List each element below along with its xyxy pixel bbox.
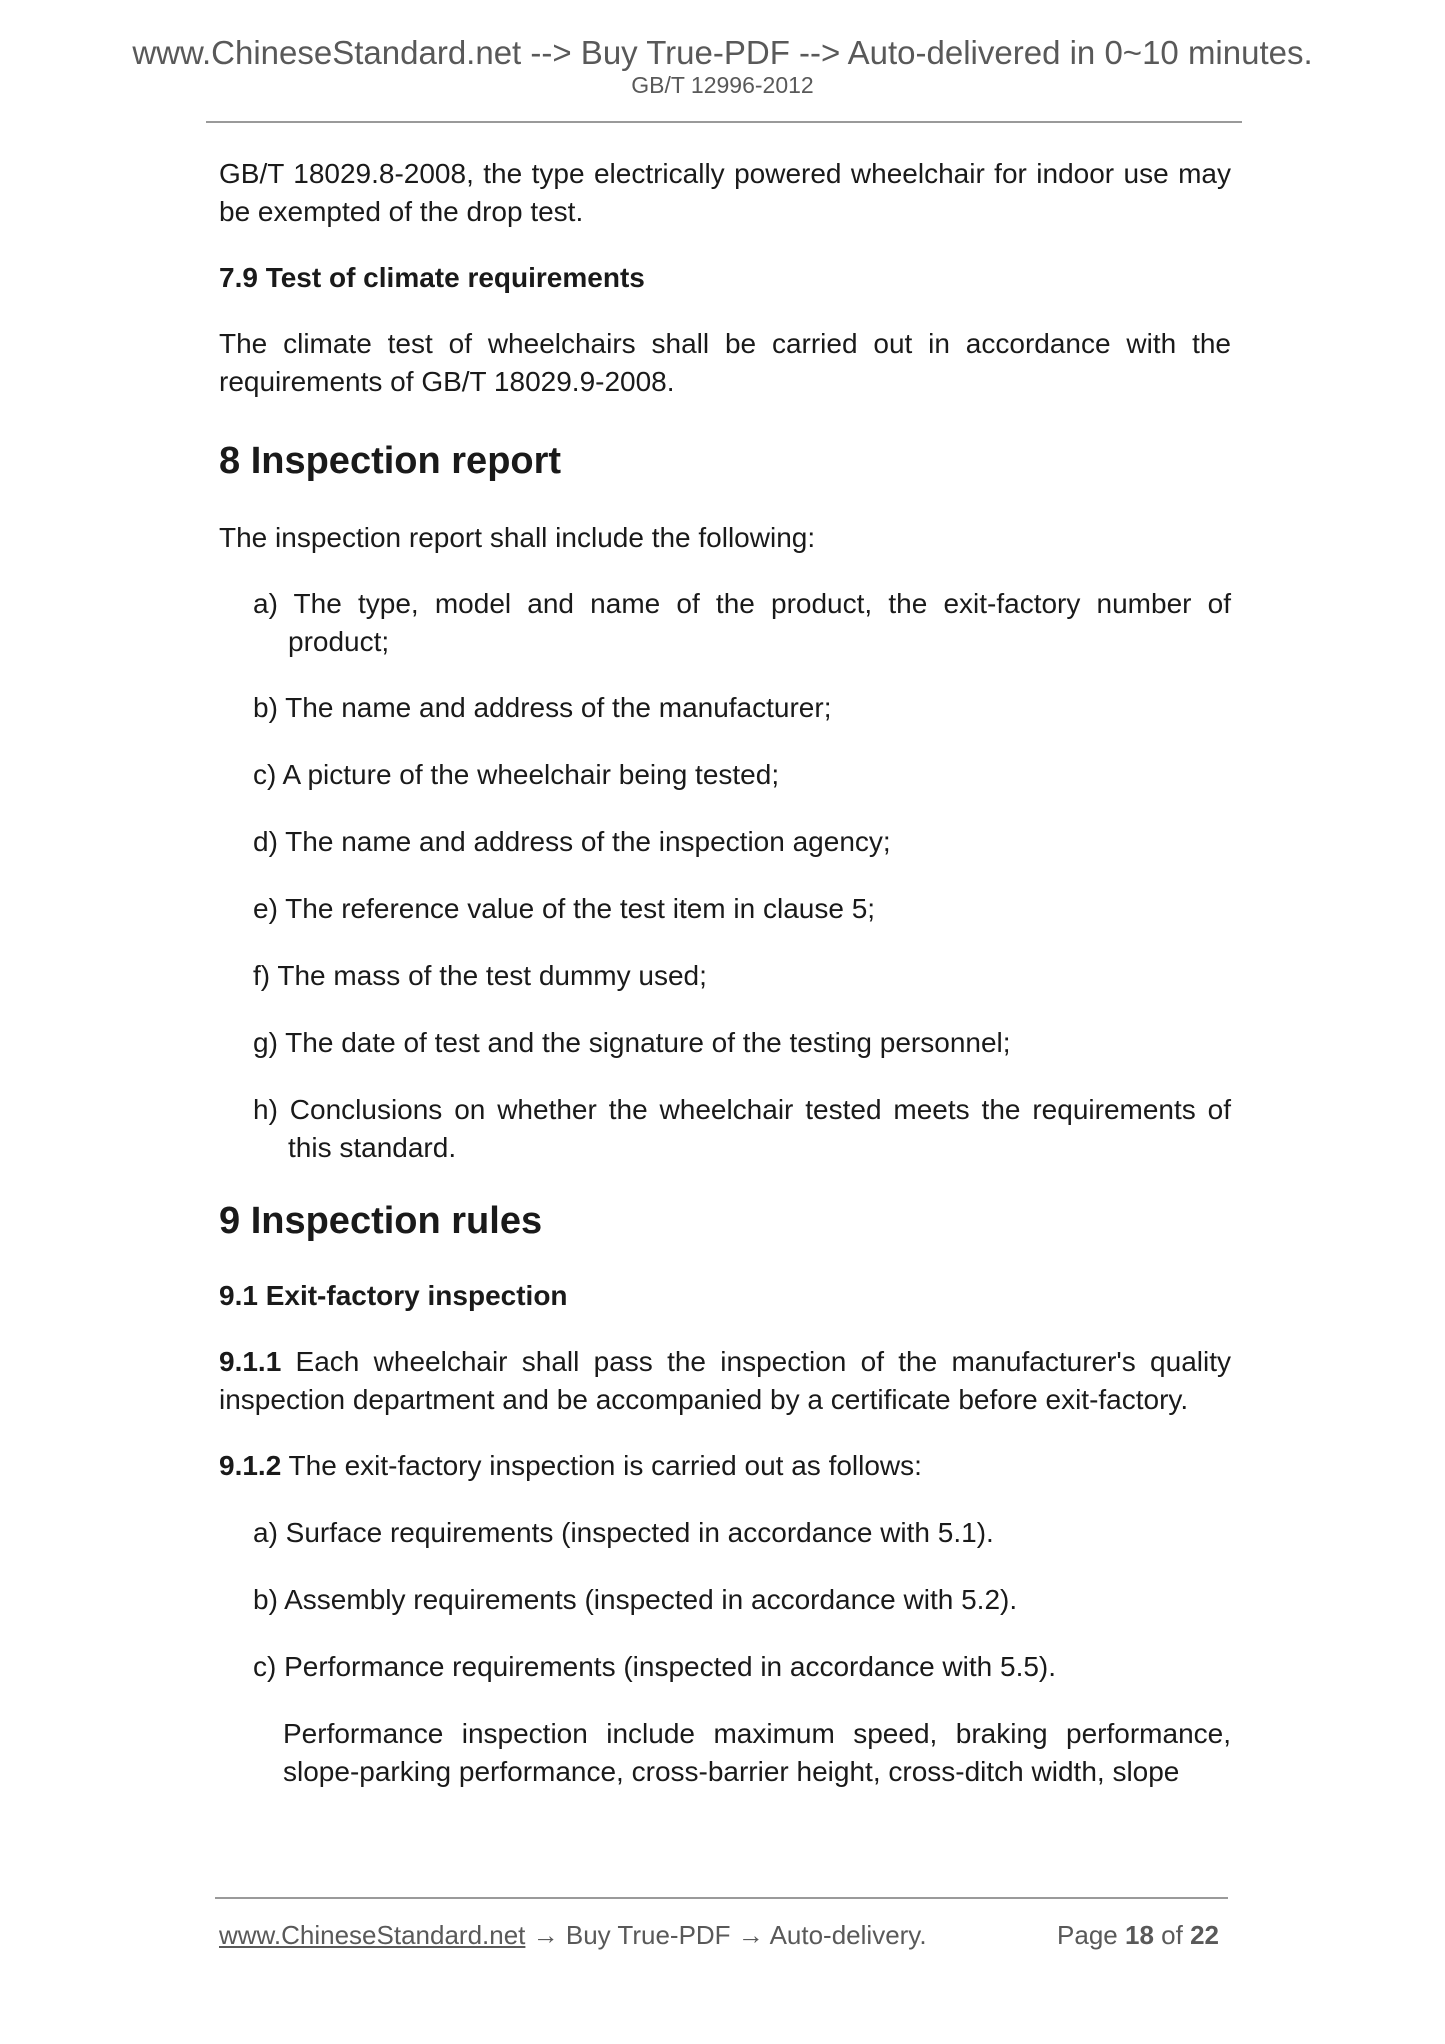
footer-text: → Buy True-PDF → Auto-delivery.	[525, 1920, 927, 1950]
site-banner: www.ChineseStandard.net --> Buy True-PDF --> Auto-delivered in 0~10 minutes.	[132, 34, 1313, 71]
report-item-e: e) The reference value of the test item in clause 5;	[253, 893, 876, 924]
heading-8: 8 Inspection report	[219, 440, 562, 482]
clause-9-1-1: 9.1.1	[219, 1346, 282, 1377]
paragraph-9-1-1	[219, 1343, 1231, 1419]
report-item-a: a) The type, model and name of the product, the exit-factory number of product;	[253, 588, 1231, 657]
paragraph-intro: GB/T 18029.8-2008, the type electrically powered wheelchair for indoor use may be exempted of the drop test.	[219, 158, 1231, 227]
inspection-item-a: a) Surface requirements (inspected in accordance with 5.1).	[253, 1517, 994, 1548]
inspection-item-c: c) Performance requirements (inspected in accordance with 5.5).	[253, 1651, 1057, 1682]
paragraph-performance: Performance inspection include maximum speed, braking performance, slope-parking performance, cross-barrier height, cross-ditch width, slope	[283, 1718, 1231, 1787]
page-indicator	[1057, 1919, 1219, 1951]
inspection-item-b: b) Assembly requirements (inspected in accordance with 5.2).	[253, 1584, 1018, 1615]
footer-link[interactable]: www.ChineseStandard.net	[219, 1920, 526, 1950]
clause-9-1-2: 9.1.2	[219, 1450, 282, 1481]
clause-9-1-1-text: Each wheelchair shall pass the inspection of the manufacturer's quality inspection department and be accompanied by a certificate before exit-factory.	[219, 1346, 1231, 1415]
heading-7-9: 7.9 Test of climate requirements	[219, 262, 645, 293]
heading-9-1: 9.1 Exit-factory inspection	[219, 1280, 568, 1311]
footer-divider	[215, 1897, 1228, 1899]
report-item-b: b) The name and address of the manufacturer;	[253, 692, 832, 723]
paragraph-8: The inspection report shall include the following:	[219, 522, 816, 553]
clause-9-1-2-text: The exit-factory inspection is carried out as follows:	[281, 1450, 922, 1481]
of-label: of	[1161, 1920, 1183, 1950]
paragraph-7-9: The climate test of wheelchairs shall be carried out in accordance with the requirements of GB/T 18029.9-2008.	[219, 328, 1231, 397]
report-item-c: c) A picture of the wheelchair being tested;	[253, 759, 780, 790]
report-item-f: f) The mass of the test dummy used;	[253, 960, 707, 991]
page-number: 18	[1125, 1920, 1154, 1950]
report-item-g: g) The date of test and the signature of the testing personnel;	[253, 1027, 1011, 1058]
standard-code: GB/T 12996-2012	[631, 72, 814, 98]
heading-9: 9 Inspection rules	[219, 1200, 543, 1242]
report-item-h: h) Conclusions on whether the wheelchair tested meets the requirements of this standard.	[253, 1094, 1231, 1163]
page-content	[219, 155, 1231, 1791]
page-total: 22	[1190, 1920, 1219, 1950]
page-label: Page	[1057, 1920, 1118, 1950]
page-footer	[219, 1919, 1231, 1951]
report-item-d: d) The name and address of the inspection agency;	[253, 826, 891, 857]
paragraph-9-1-2	[219, 1447, 1231, 1485]
header-divider	[206, 121, 1242, 123]
